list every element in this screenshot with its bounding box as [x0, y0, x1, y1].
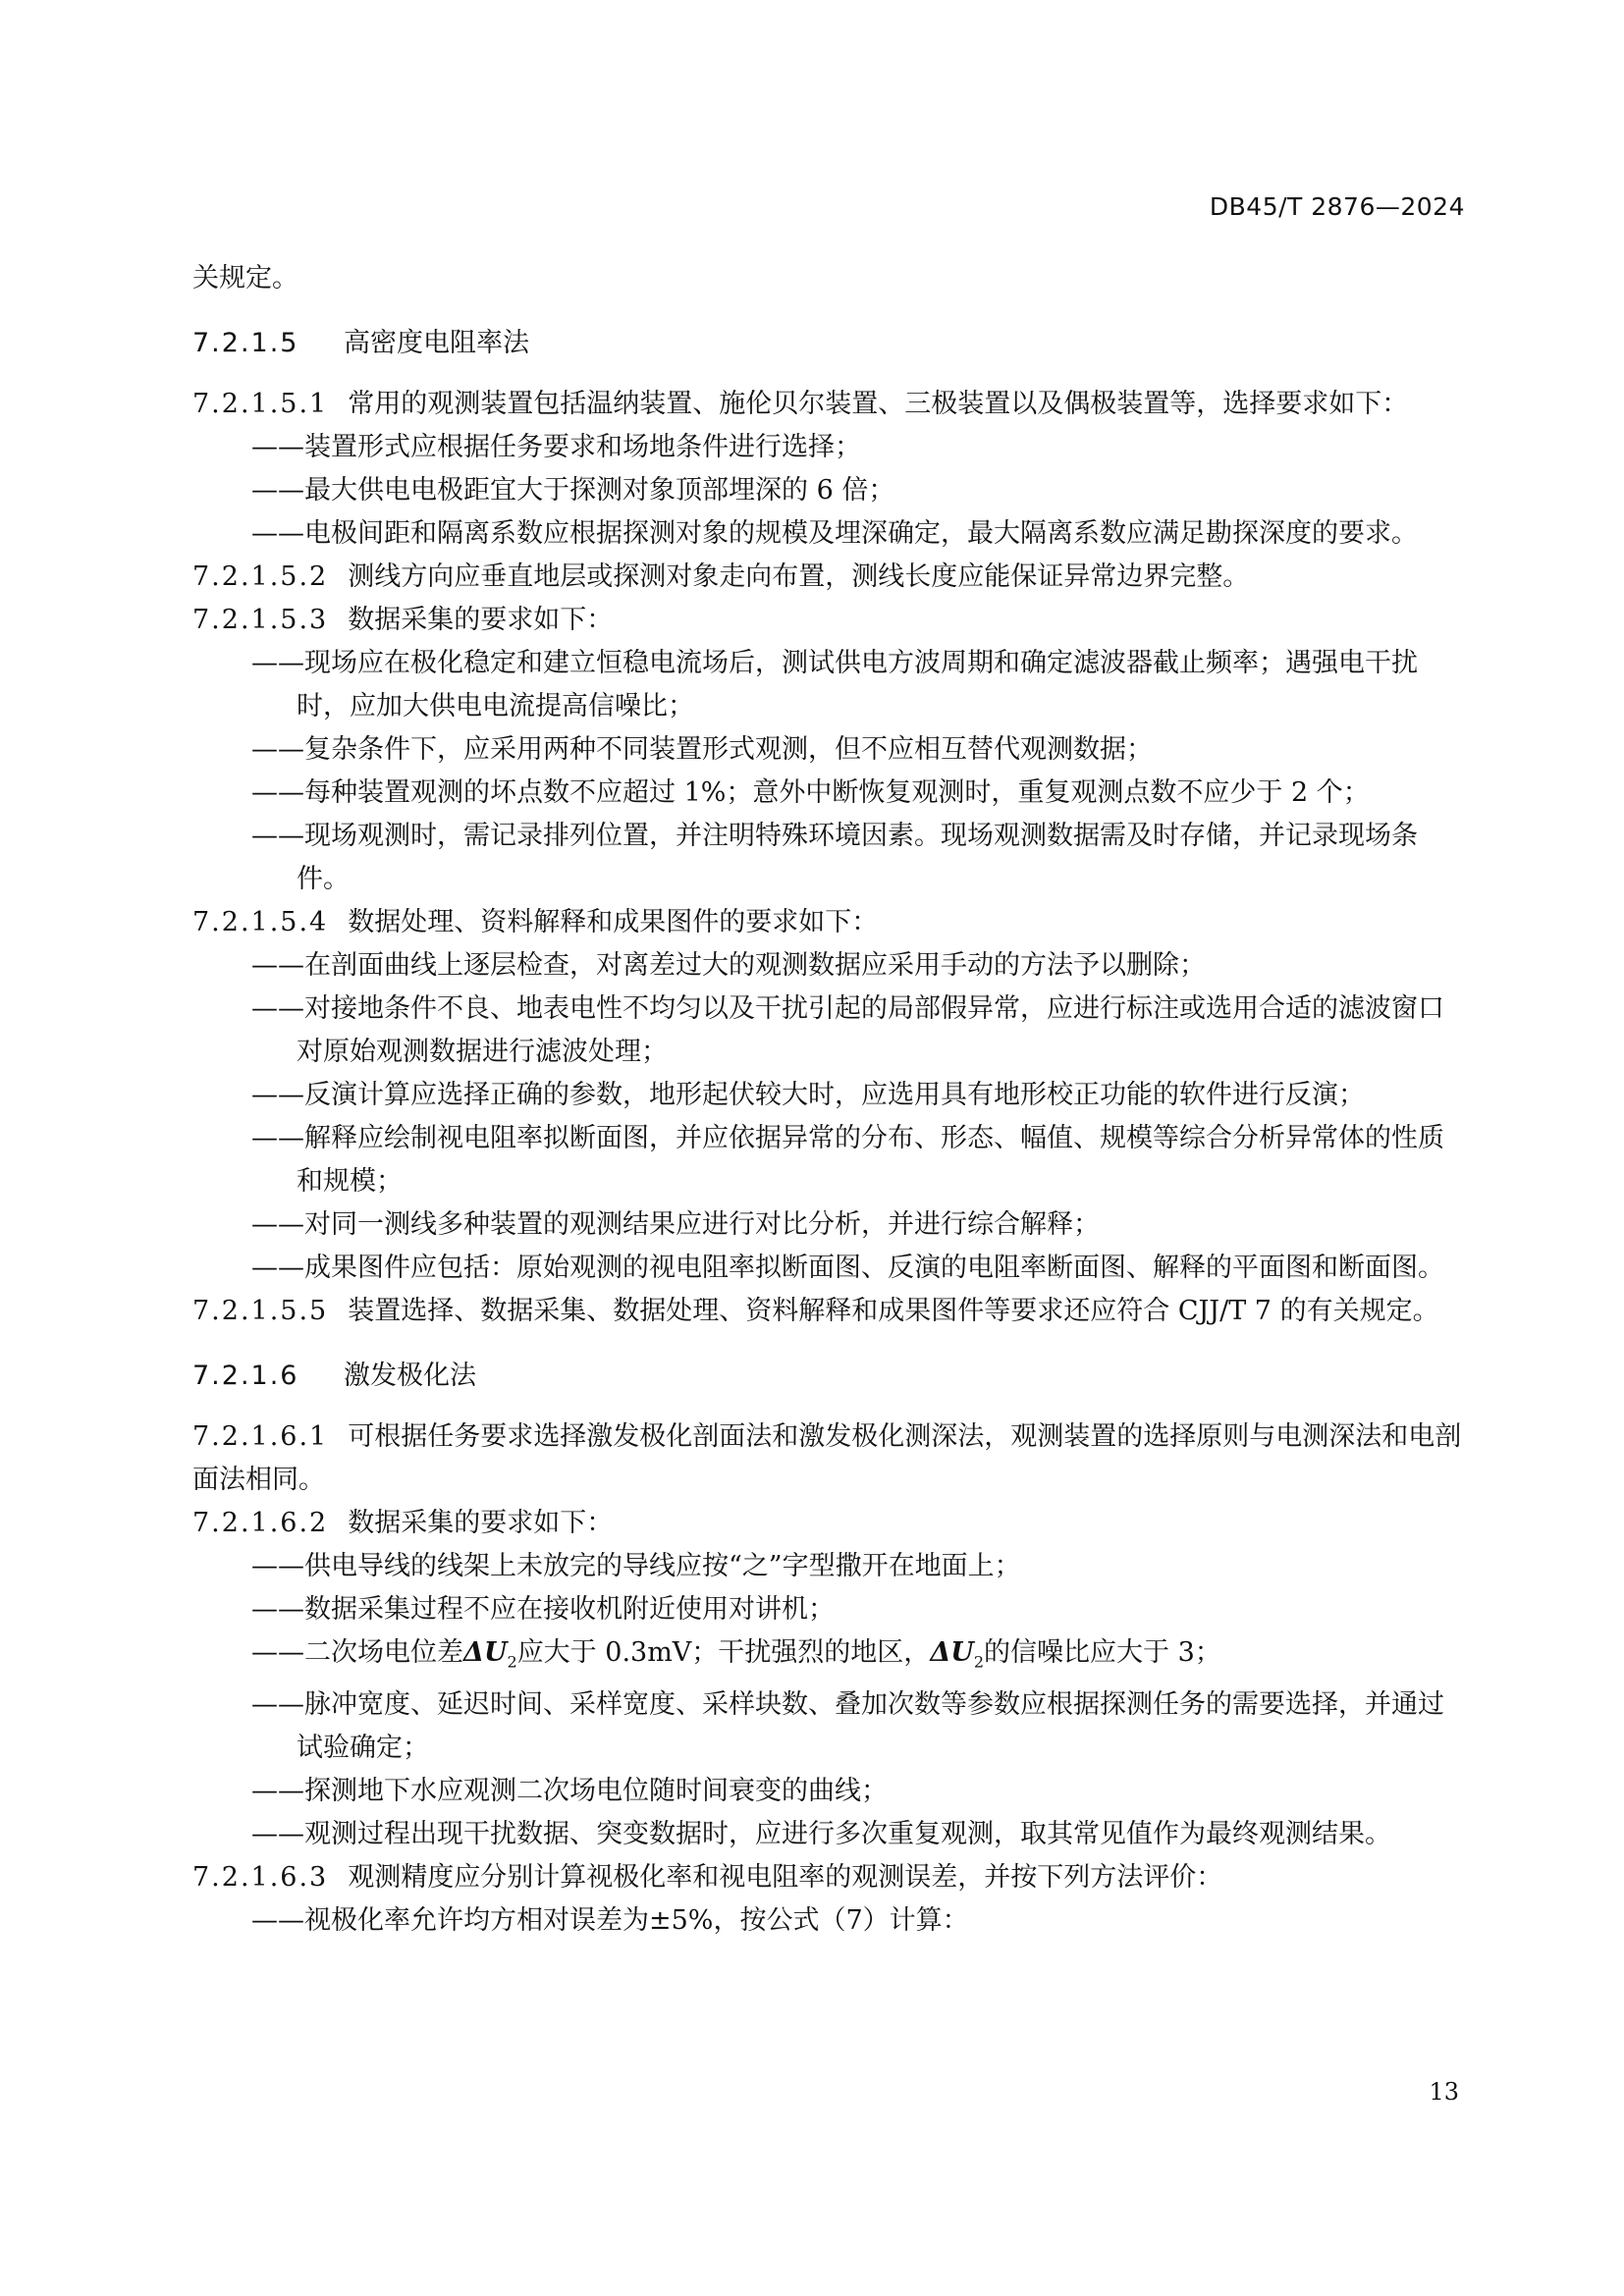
clause-7-2-1-5-1	[192, 383, 1469, 426]
list-item: ——最大供电电极距宜大于探测对象顶部埋深的 6 倍；	[251, 475, 895, 506]
list-item: ——供电导线的线架上未放完的导线应按“之”字型撒开在地面上；	[251, 1551, 1021, 1581]
clause-number: 7.2.1.6.1	[192, 1421, 329, 1452]
page-number: 13	[1429, 2078, 1459, 2106]
list-item: ——视极化率允许均方相对误差为±5%，按公式（7）计算：	[251, 1905, 969, 1937]
clause-7-2-1-5-2	[192, 556, 1469, 599]
page-body	[192, 257, 1469, 1943]
clause-text: 可根据任务要求选择激发极化剖面法和激发极化测深法，观测装置的选择原则与电测深法和电剖面法相同。	[192, 1421, 1462, 1495]
section-title: 激发极化法	[344, 1361, 476, 1391]
list-item: ——反演计算应选择正确的参数，地形起伏较大时，应选用具有地形校正功能的软件进行反演；	[251, 1080, 1365, 1110]
section-title: 高密度电阻率法	[344, 328, 529, 358]
clause-number: 7.2.1.5.5	[192, 1296, 329, 1326]
clause-7-2-1-6-1	[192, 1415, 1469, 1502]
document-code: DB45/T 2876—2024	[1209, 192, 1465, 221]
list-item: ——观测过程出现干扰数据、突变数据时，应进行多次重复观测，取其常见值作为最终观测结果。	[251, 1819, 1391, 1850]
list-item: ——对同一测线多种装置的观测结果应进行对比分析，并进行综合解释；	[251, 1209, 1100, 1240]
list-item-potential-difference	[251, 1631, 1469, 1683]
delta-u-subscript: 2	[973, 1652, 984, 1672]
list-item-text: 的信噪比应大于 3；	[984, 1637, 1221, 1668]
list-item: ——探测地下水应观测二次场电位随时间衰变的曲线；	[251, 1776, 888, 1807]
section-number: 7.2.1.6	[192, 1361, 299, 1391]
list-item: ——对接地条件不良、地表电性不均匀以及干扰引起的局部假异常，应进行标注或选用合适的滤波窗口对原始观测数据进行滤波处理；	[251, 993, 1444, 1067]
list-item-text: 应大于 0.3mV；干扰强烈的地区，	[516, 1637, 931, 1668]
section-heading-7-2-1-6	[192, 1355, 1469, 1398]
clause-number: 7.2.1.6.2	[192, 1508, 329, 1538]
list-item-text: ——二次场电位差	[251, 1637, 463, 1668]
clause-number: 7.2.1.5.1	[192, 389, 329, 419]
list-item: ——复杂条件下，应采用两种不同装置形式观测，但不应相互替代观测数据；	[251, 734, 1153, 765]
clause-text: 装置选择、数据采集、数据处理、资料解释和成果图件等要求还应符合 CJJ/T 7 的有关规定。	[348, 1296, 1439, 1326]
clause-number: 7.2.1.5.2	[192, 561, 329, 592]
clause-number: 7.2.1.5.4	[192, 907, 329, 937]
clause-text: 数据采集的要求如下：	[348, 605, 614, 635]
clause-7-2-1-5-4	[192, 901, 1469, 944]
list-item: ——装置形式应根据任务要求和场地条件进行选择；	[251, 432, 861, 462]
clause-7-2-1-6-3	[192, 1856, 1469, 1899]
list-item: ——成果图件应包括：原始观测的视电阻率拟断面图、反演的电阻率断面图、解释的平面图和断面图。	[251, 1253, 1444, 1283]
section-heading-7-2-1-5	[192, 322, 1469, 365]
list-item: ——现场应在极化稳定和建立恒稳电流场后，测试供电方波周期和确定滤波器截止频率；遇强电干扰时，应加大供电电流提高信噪比；	[251, 648, 1418, 721]
list-item: ——电极间距和隔离系数应根据探测对象的规模及埋深确定，最大隔离系数应满足勘探深度的要求。	[251, 518, 1418, 549]
delta-u-subscript: 2	[507, 1652, 517, 1672]
clause-text: 常用的观测装置包括温纳装置、施伦贝尔装置、三极装置以及偶极装置等，选择要求如下：	[348, 389, 1409, 419]
list-item: ——在剖面曲线上逐层检查，对离差过大的观测数据应采用手动的方法予以删除；	[251, 950, 1206, 981]
clause-number: 7.2.1.6.3	[192, 1862, 329, 1894]
list-item: ——每种装置观测的坏点数不应超过 1%；意外中断恢复观测时，重复观测点数不应少于 2 个；	[251, 777, 1370, 808]
delta-u-symbol: ΔU	[930, 1637, 974, 1668]
clause-7-2-1-6-2	[192, 1502, 1469, 1545]
section-number: 7.2.1.5	[192, 328, 299, 358]
delta-u-symbol: ΔU	[463, 1637, 508, 1668]
clause-number: 7.2.1.5.3	[192, 605, 329, 635]
clause-text: 数据处理、资料解释和成果图件的要求如下：	[348, 907, 879, 937]
clause-text: 数据采集的要求如下：	[348, 1508, 614, 1538]
clause-text: 测线方向应垂直地层或探测对象走向布置，测线长度应能保证异常边界完整。	[348, 561, 1250, 592]
clause-7-2-1-5-3	[192, 599, 1469, 642]
list-item: ——现场观测时，需记录排列位置，并注明特殊环境因素。现场观测数据需及时存储，并记录现场条件。	[251, 821, 1418, 894]
list-item: ——数据采集过程不应在接收机附近使用对讲机；	[251, 1594, 835, 1625]
clause-text: 观测精度应分别计算视极化率和视电阻率的观测误差，并按下列方法评价：	[348, 1862, 1223, 1894]
clause-7-2-1-5-5	[192, 1290, 1469, 1333]
list-item: ——脉冲宽度、延迟时间、采样宽度、采样块数、叠加次数等参数应根据探测任务的需要选择，并通过试验确定；	[251, 1689, 1444, 1764]
list-item: ——解释应绘制视电阻率拟断面图，并应依据异常的分布、形态、幅值、规模等综合分析异常体的性质和规模；	[251, 1123, 1444, 1197]
continuation-text: 关规定。	[192, 263, 298, 294]
